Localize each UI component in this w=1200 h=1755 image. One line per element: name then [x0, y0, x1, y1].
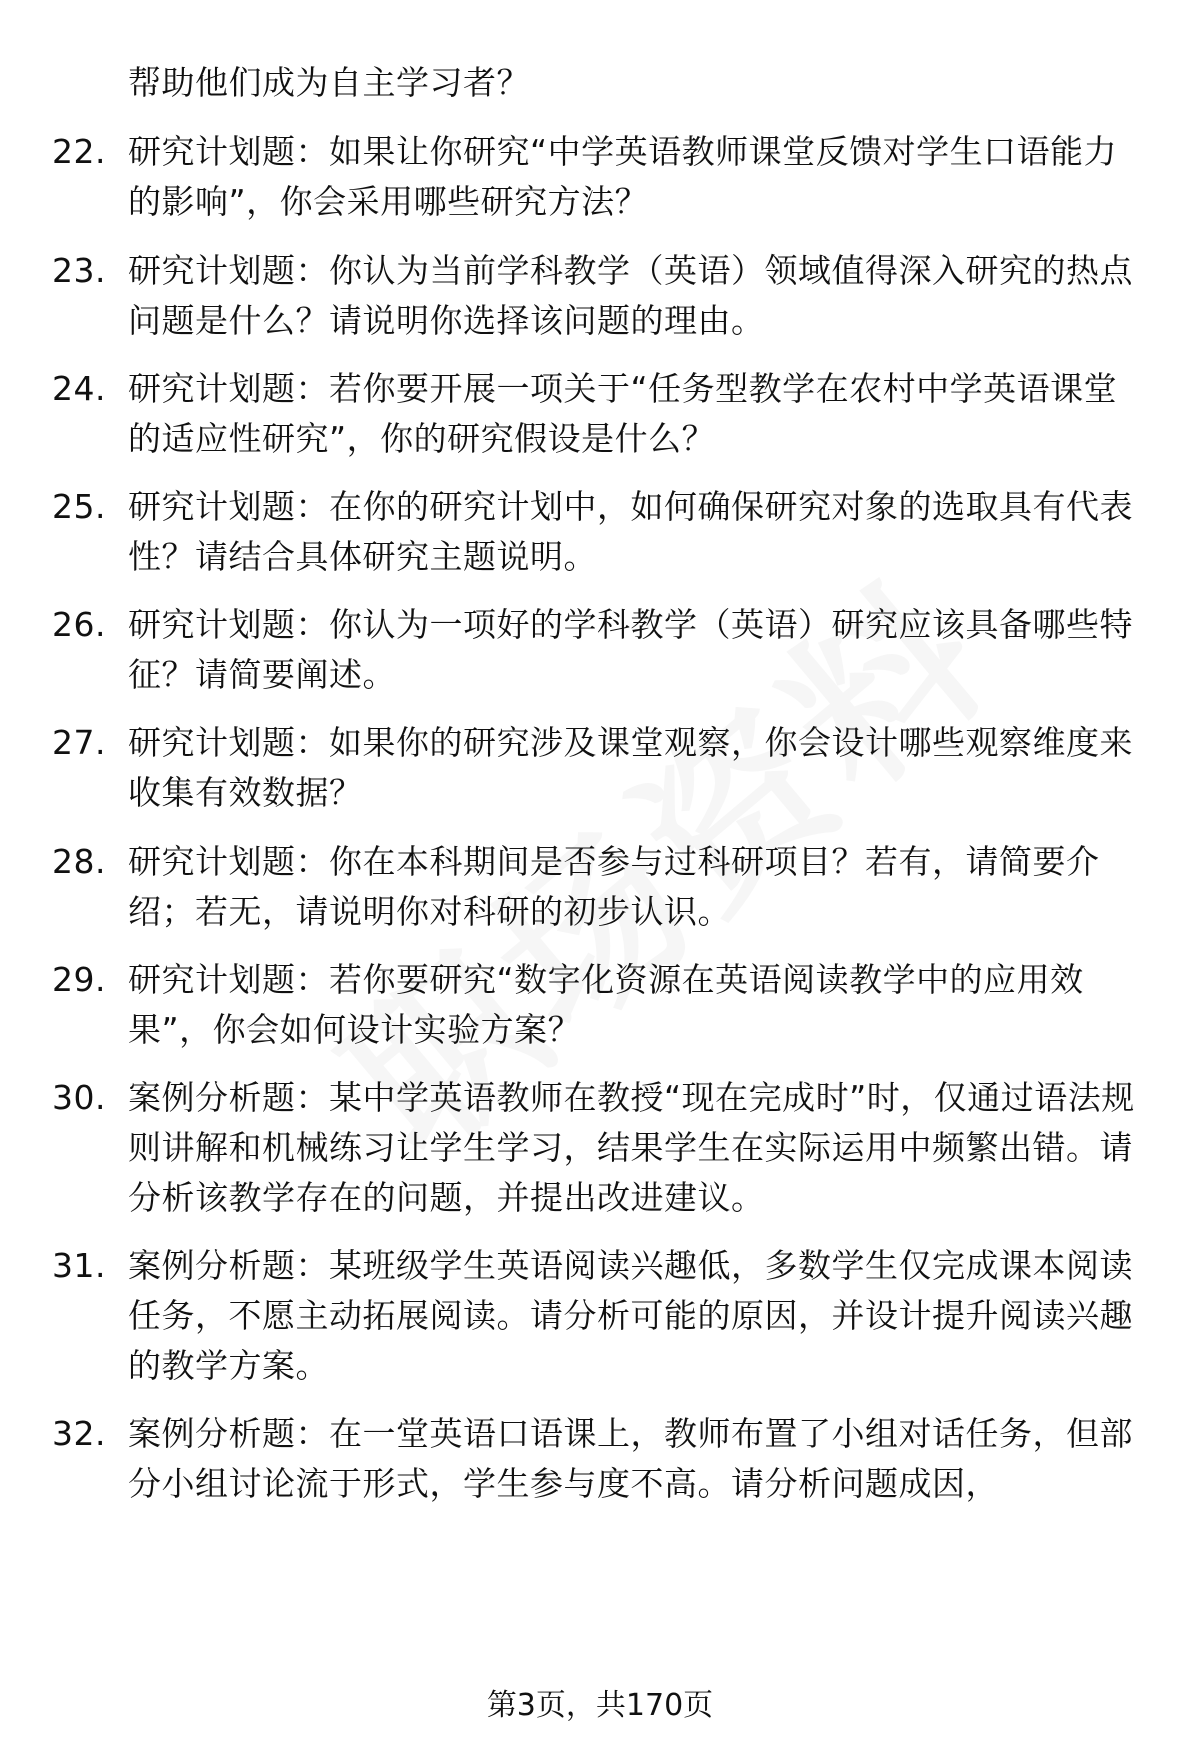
question-item-30: [52, 1073, 1152, 1223]
page-footer: 第3页，共170页: [486, 1688, 714, 1723]
question-text: 研究计划题：你在本科期间是否参与过科研项目？若有，请简要介绍；若无，请说明你对科研的初步认识。: [128, 842, 1100, 931]
question-item-22: [52, 127, 1152, 227]
question-number: 28.: [52, 842, 106, 881]
question-item-27: [52, 718, 1152, 818]
question-text: 研究计划题：如果你的研究涉及课堂观察，你会设计哪些观察维度来收集有效数据？: [128, 723, 1133, 812]
question-number: 29.: [52, 960, 106, 999]
question-number: 30.: [52, 1078, 106, 1117]
question-text: 研究计划题：若你要开展一项关于“任务型教学在农村中学英语课堂的适应性研究”，你的研究假设是什么？: [128, 369, 1118, 458]
question-text: 研究计划题：你认为当前学科教学（英语）领域值得深入研究的热点问题是什么？请说明你选择该问题的理由。: [128, 251, 1133, 340]
question-text: 研究计划题：若你要研究“数字化资源在英语阅读教学中的应用效果”，你会如何设计实验方案？: [128, 960, 1084, 1049]
question-text: 研究计划题：你认为一项好的学科教学（英语）研究应该具备哪些特征？请简要阐述。: [128, 605, 1133, 694]
question-text: 研究计划题：在你的研究计划中，如何确保研究对象的选取具有代表性？请结合具体研究主题说明。: [128, 487, 1133, 576]
question-number: 27.: [52, 723, 106, 762]
question-number: 32.: [52, 1414, 106, 1453]
question-item-28: [52, 837, 1152, 937]
question-item-26: [52, 600, 1152, 700]
question-number: 24.: [52, 369, 106, 408]
question-item-23: [52, 246, 1152, 346]
question-number: 26.: [52, 605, 106, 644]
question-number: 23.: [52, 251, 106, 290]
question-number: 25.: [52, 487, 106, 526]
question-text: 研究计划题：如果让你研究“中学英语教师课堂反馈对学生口语能力的影响”，你会采用哪些研究方法？: [128, 132, 1118, 221]
question-number: 31.: [52, 1246, 106, 1285]
question-item-24: [52, 364, 1152, 464]
question-text: 案例分析题：在一堂英语口语课上，教师布置了小组对话任务，但部分小组讨论流于形式，学生参与度不高。请分析问题成因，: [128, 1414, 1133, 1503]
question-number: 22.: [52, 132, 106, 171]
question-item-25: [52, 482, 1152, 582]
question-item-29: [52, 955, 1152, 1055]
question-text: 案例分析题：某中学英语教师在教授“现在完成时”时，仅通过语法规则讲解和机械练习让学生学习，结果学生在实际运用中频繁出错。请分析该教学存在的问题，并提出改进建议。: [128, 1078, 1135, 1217]
question-text: 案例分析题：某班级学生英语阅读兴趣低，多数学生仅完成课本阅读任务，不愿主动拓展阅读。请分析可能的原因，并设计提升阅读兴趣的教学方案。: [128, 1246, 1133, 1385]
question-item-32: [52, 1409, 1152, 1509]
continuation-text: 帮助他们成为自主学习者？: [128, 63, 530, 102]
question-item-31: [52, 1241, 1152, 1391]
